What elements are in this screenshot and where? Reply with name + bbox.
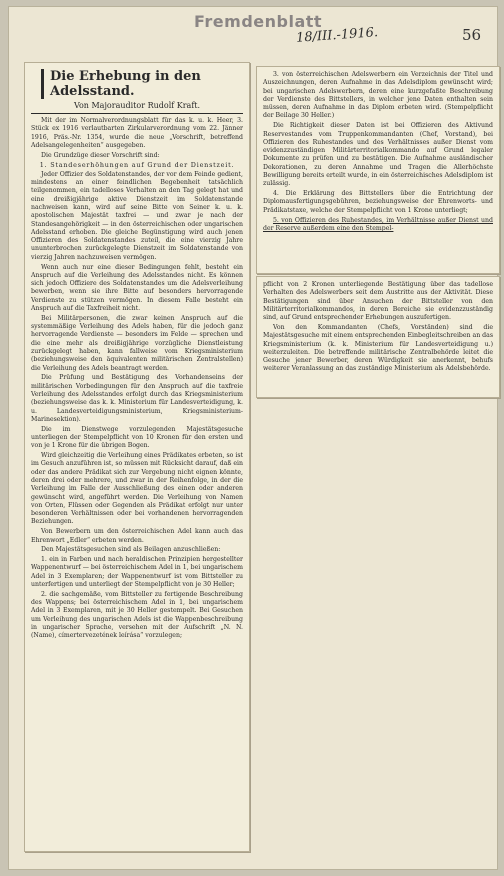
paragraph: 4. Die Erklärung des Bittstellers über die Entrichtung der Diplomausfertigungsgebühren, beziehungsweise der Ehrenworts- und Prädikatstaxe, welche der Stempelpflicht von 1 Krone unterliegt;	[263, 190, 493, 214]
paragraph: Wenn auch nur eine dieser Bedingungen fehlt, besteht ein Anspruch auf die Verleihung des Adelsstandes nicht. Es können sich jedoch Offiziere des Soldatenstandes um die Adelsverleihung bewerben, wenn sie ihre Bitte auf besonders hervorragende Verdienste zu stützen vermögen. In diesem Falle besteht ein Anspruch auf die Taxfreiheit nicht.	[31, 263, 243, 313]
paragraph: Die im Dienstwege vorzulegenden Majestätsgesuche unterliegen der Stempelpflicht von 10 Kronen für den ersten und von je 1 Krone für die übrigen Bogen.	[31, 425, 243, 450]
newspaper-stamp: Fremdenblatt	[194, 12, 323, 31]
paragraph: 2. die sachgemäße, vom Bittsteller zu fertigende Beschreibung des Wappens; bei österreichischem Adel in 1, bei ungarischem Adel in 3 Exemplaren, mit je 30 Heller gestempelt. Bei Gesuchen um Verleihung des ungarischen Adels ist die Wappenbeschreibung in ungarischer Sprache, versehen mit der Aufschrift „N. N. (Name), címertervezetének leírása“ vorzulegen;	[31, 590, 243, 640]
paragraph: Die Richtigkeit dieser Daten ist bei Offizieren des Aktivund Reservestandes vom Truppenkommandanten (Chef, Vorstand), bei Offizieren des Ruhestandes und des Verhältnisses außer Dienst vom evidenzzuständigen Militärterritorialkommando auf Grund legaler Dokumente zu prüfen und zu bestätigen. Die Aufnahme ausländischer Dekorationen, zu deren Annahme und Tragen die Allerhöchste Bewilligung bereits erteilt wurde, in ein österreichisches Adelsdiplom ist zulässig.	[263, 122, 493, 188]
paragraph: Mit der im Normalverordnungsblatt für das k. u. k. Heer, 3. Stück ex 1916 verlautbarten Zirkularverordnung vom 22. Jänner 1916, Präs.-Nr. 1354, wurde die neue „Vorschrift, betreffend Adelsangelegenheiten“ ausgegeben.	[31, 117, 243, 149]
paragraph: 1. ein in Farben und nach heraldischen Prinzipien hergestellter Wappenentwurf — bei österreichischem Adel in 1, bei ungarischem Adel in 3 Exemplaren; der Wappenentwurf ist vom Bittsteller zu unterfertigen und unterliegt der Stempelpflicht von je 30 Heller;	[31, 556, 243, 589]
paragraph: Von Bewerbern um den österreichischen Adel kann auch das Ehrenwort „Edler“ erbeten werden.	[31, 528, 243, 544]
section-heading: 1. Standeserhöhungen auf Grund der Dienstzeit.	[39, 161, 235, 170]
paragraph: Jeder Offizier des Soldatenstandes, der vor dem Feinde gedient, mindestens an einer feindlichen Begebenheit tatsächlich teilgenommen, ein tadelloses Verhalten an den Tag gelegt hat und eine dreißigjährige aktive Dienstzeit im Soldatenstande nachweisen kann, wird auf seine Bitte von Seiner k. u. k. apostolischen Majestät taxfrei — und zwar je nach der Standesangehörigkeit — in den österreichischen oder ungarischen Adelsstand erhoben. Die gleiche Begünstigung wird auch jenen Offizieren des Soldatenstandes zuteil, die eine vierzig Jahre ununterbrochen zurückgelegte Dienstzeit im Soldatenstande von vierzig Jahren nachzuweisen vermögen.	[31, 170, 243, 261]
article-byline: Von Majorauditor Rudolf Kraft.	[73, 101, 201, 110]
paragraph: 3. von österreichischen Adelswerbern ein Verzeichnis der Titel und Auszeichnungen, deren Aufnahme in das Adelsdiplom gewünscht wird; bei ungarischen Adelswerbern, deren eine kurzgefaßte Beschreibung der Verdienste des Bittstellers, in welcher jene Daten enthalten sein müssen, deren Aufnahme in das Diplom erbeten wird. (Stempelpflicht der Beilage 30 Heller.)	[263, 71, 493, 120]
article-clipping-left	[24, 62, 250, 852]
paragraph: Von den Kommandanten (Chefs, Vorständen) sind die Majestätsgesuche mit einem entsprechenden Einbegleitschreiben an das Kriegsministerium (k. k. Ministerium für Landesverteidigung u.) weiterzuleiten. Die betreffende militärische Zentralbehörde leitet die Gesuche jener Bewerber, deren Würdigkeit sie anerkennt, behufs weiterer Veranlassung an das zuständige Ministerium als Adelsbehörde.	[263, 323, 493, 373]
paragraph: Den Majestätsgesuchen sind als Beilagen anzuschließen:	[41, 546, 221, 554]
paragraph: 5. von Offizieren des Ruhestandes, im Verhältnisse außer Dienst und der Reserve außerdem eine den Stempel-	[263, 216, 493, 232]
paragraph: Die Prüfung und Bestätigung des Vorhandenseins der militärischen Vorbedingungen für den Anspruch auf die taxfreie Verleihung des Adelsstandes erfolgt durch das Kriegsministerium (beziehungsweise das k. k. Ministerium für Landesverteidigung, k. u. Landesverteidigungsministerium, Kriegsministerium-Marinesektion).	[31, 374, 243, 423]
paragraph: Die Grundzüge dieser Vorschrift sind:	[41, 151, 160, 159]
paragraph: Bei Militärpersonen, die zwar keinen Anspruch auf die systemmäßige Verleihung des Adels haben, für die jedoch ganz hervorragende Verdienste — besonders im Felde — sprechen und die eine mehr als dreißigjährige vorzügliche Dienstleistung zurückgelegt haben, kann fallweise vom Kriegsministerium (beziehungsweise den äquivalenten militärischen Zentralstellen) die Verleihung des Adels beantragt werden.	[31, 314, 243, 372]
page-number: 56	[462, 26, 482, 44]
article-title: Die Erhebung in den Adelsstand.	[41, 69, 243, 99]
article-clipping-right-bottom	[256, 276, 500, 398]
title-rule	[31, 113, 243, 114]
paragraph: pflicht von 2 Kronen unterliegende Bestätigung über das tadellose Verhalten des Adelswerbers seit dem Austritte aus der Aktivität. Diese Bestätigungen sind über Ansuchen der Bittsteller von den Militärterritorialkommandos, in deren Bereiche sie evidenzzuständig sind, auf Grund entsprechender Erhebungen auszufertigen.	[263, 281, 493, 322]
handwritten-date: 18/III.-1916.	[295, 25, 379, 46]
paragraph: Wird gleichzeitig die Verleihung eines Prädikates erbeten, so ist im Gesuch anzuführen ist, so müssen mit Rücksicht darauf, daß ein oder das andere Prädikat sich zur Vergebung nicht eignen könnte, deren drei oder mehrere, und zwar in der Reihenfolge, in der die Verleihung im Falle der Ausschließung des einen oder anderen gewünscht wird, angeführt werden. Die Verleihung von Namen von Orten, Flüssen oder Gegenden als Prädikat erfolgt nur unter besonderen Verhältnissen oder bei vorhandenen hervorragenden Beziehungen.	[31, 452, 243, 526]
article-clipping-right-top	[256, 66, 500, 274]
